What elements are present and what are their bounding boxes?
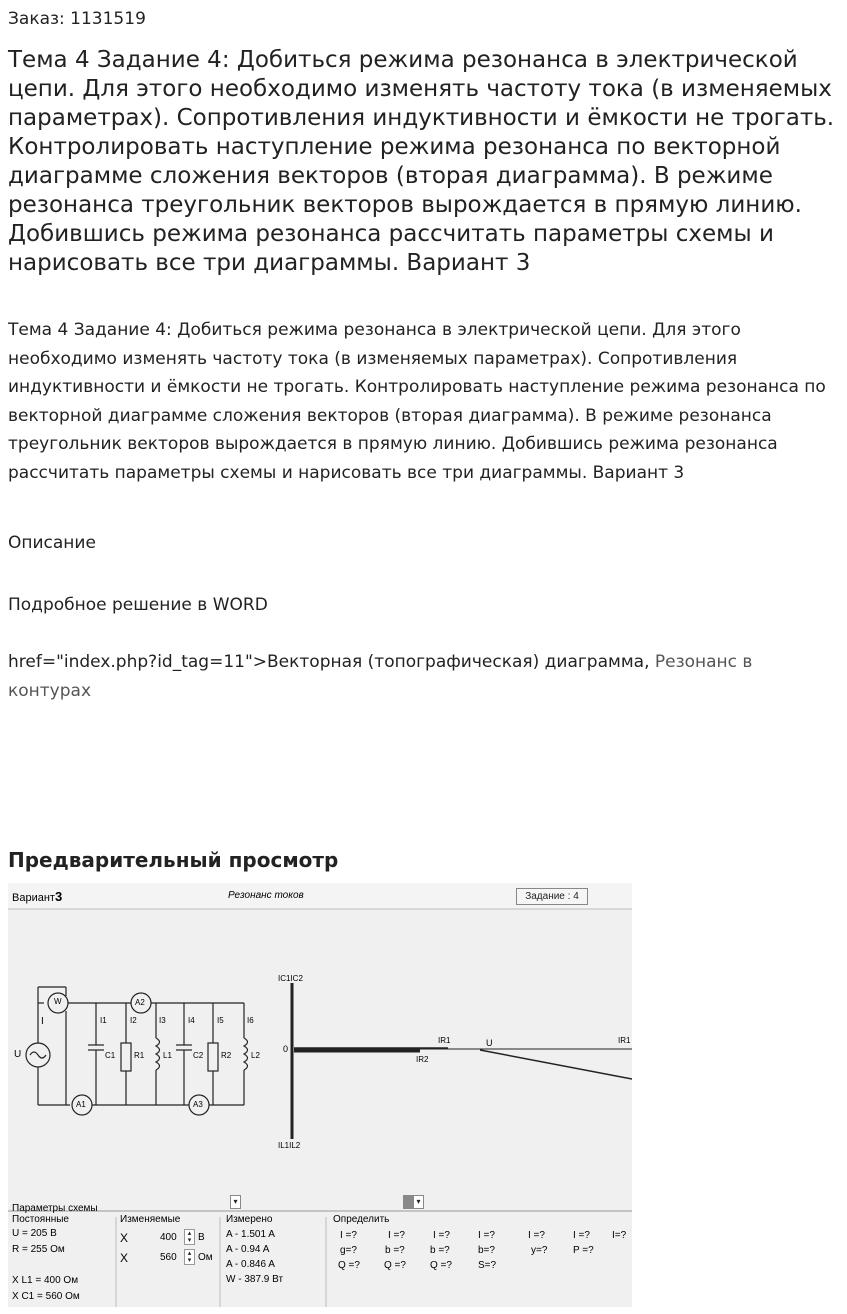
variable-x2-stepper[interactable]: ▴ ▾ — [184, 1249, 195, 1265]
page-title: Тема 4 Задание 4: Добиться режима резонанса в электрической цепи. Для этого необходимо изменять частоту тока (в изменяемых параметрах). Сопротивления индуктивности и ёмкости не трогать. Контролировать наступление режима резонанса по векторной диаграмме сложения векторов (вторая диаграмма). В режиме резонанса треугольник векторов вырождается в прямую линию. Добившись режима резонанса рассчитать параметры схемы и нарисовать все три диаграммы. Вариант 3 — [8, 47, 835, 276]
determine-label: Определить — [333, 1214, 390, 1225]
label-a3: A3 — [193, 1100, 203, 1109]
label-zero: 0 — [283, 1044, 289, 1054]
determine-r1c2: I =? — [388, 1230, 405, 1241]
determine-r2c3: b =? — [430, 1245, 450, 1256]
circuit-scroll-button[interactable]: ▾ — [230, 1195, 241, 1209]
determine-r2c4: b=? — [478, 1245, 495, 1256]
diagram-scroll-button[interactable]: ▾ — [413, 1195, 424, 1209]
constant-r: R = 255 Ом — [12, 1244, 65, 1255]
determine-r2c2: b =? — [385, 1245, 405, 1256]
label-l2: L2 — [251, 1051, 260, 1060]
order-number: Заказ: 1131519 — [8, 9, 146, 29]
determine-r1c7: I=? — [612, 1230, 627, 1241]
determine-r1c3: I =? — [433, 1230, 450, 1241]
variable-x2-unit: Ом — [198, 1252, 213, 1263]
variable-x2-value[interactable]: 560 — [160, 1252, 177, 1263]
variable-label: Изменяемые — [120, 1214, 181, 1225]
label-u: U — [14, 1049, 22, 1060]
label-r2: R2 — [221, 1051, 232, 1060]
constant-label: Постоянные — [12, 1214, 69, 1225]
determine-r1c1: I =? — [340, 1230, 357, 1241]
label-ir1-right: IR1 — [618, 1036, 631, 1045]
variant-number: 3 — [54, 889, 63, 904]
vector-diagram — [292, 983, 632, 1139]
label-l1: L1 — [163, 1051, 172, 1060]
label-il: IL1IL2 — [278, 1141, 301, 1150]
measured-a1: A - 1.501 A — [226, 1229, 275, 1240]
label-u-vector: U — [486, 1038, 493, 1048]
label-c1: C1 — [105, 1051, 116, 1060]
label-i2: I2 — [130, 1016, 137, 1025]
measured-label: Измерено — [226, 1214, 273, 1225]
preview-drawing — [8, 883, 632, 1307]
label-i6: I6 — [247, 1016, 254, 1025]
determine-r3c2: Q =? — [384, 1260, 406, 1271]
label-i3: I3 — [159, 1016, 166, 1025]
variable-x1-value[interactable]: 400 — [160, 1232, 177, 1243]
task-button[interactable]: Задание : 4 — [516, 888, 588, 905]
label-a1: A1 — [76, 1100, 86, 1109]
tags-line — [8, 648, 840, 706]
label-w: W — [54, 997, 62, 1006]
label-ic: IC1IC2 — [278, 974, 303, 983]
variable-x1-stepper[interactable]: ▴ ▾ — [184, 1229, 195, 1245]
tag-text: href="index.php?id_tag=11">Векторная (топографическая) диаграмма, — [8, 652, 650, 672]
measured-a3: A - 0.846 A — [226, 1259, 275, 1270]
determine-r3c3: Q =? — [430, 1260, 452, 1271]
variant-label — [12, 889, 62, 904]
preview-heading: Предварительный просмотр — [8, 848, 339, 872]
measured-a2: A - 0.94 A — [226, 1244, 270, 1255]
determine-r2c1: g=? — [340, 1245, 357, 1256]
label-ir1: IR1 — [438, 1036, 451, 1045]
label-r1: R1 — [134, 1051, 145, 1060]
determine-r3c4: S=? — [478, 1260, 497, 1271]
measured-w: W - 387.9 Вт — [226, 1274, 284, 1285]
description-heading: Описание — [8, 533, 96, 553]
label-i1: I1 — [100, 1016, 107, 1025]
label-ir2: IR2 — [416, 1055, 429, 1064]
constant-u: U = 205 В — [12, 1228, 57, 1239]
determine-r2c5: y=? — [531, 1245, 548, 1256]
label-c2: C2 — [193, 1051, 204, 1060]
label-i5: I5 — [217, 1016, 224, 1025]
determine-r3c1: Q =? — [338, 1260, 360, 1271]
constant-xc1: X C1 = 560 Ом — [12, 1291, 80, 1302]
variant-label-text: Вариант — [12, 892, 55, 904]
mode-label: Резонанс токов — [228, 890, 304, 901]
label-a2: A2 — [135, 998, 145, 1007]
variable-x1-unit: В — [198, 1232, 205, 1243]
determine-r1c4: I =? — [478, 1230, 495, 1241]
params-header: Параметры схемы — [12, 1203, 98, 1214]
label-i4: I4 — [188, 1016, 195, 1025]
determine-r1c6: I =? — [573, 1230, 590, 1241]
variable-x1-label: X — [120, 1231, 129, 1245]
resultant-vector — [480, 1050, 632, 1079]
label-i: I — [41, 1016, 44, 1027]
task-description: Тема 4 Задание 4: Добиться режима резонанса в электрической цепи. Для этого необходимо изменять частоту тока (в изменяемых параметрах). Сопротивления индуктивности и ёмкости не трогать. Контролировать наступление режима резонанса по векторной диаграмме сложения векторов (вторая диаграмма). В режиме резонанса треугольник векторов вырождается в прямую линию. Добившись режима резонанса рассчитать параметры схемы и нарисовать все три диаграммы. Вариант 3 — [8, 320, 826, 483]
determine-r2c6: P =? — [573, 1245, 594, 1256]
preview-image — [8, 883, 632, 1307]
variable-x2-label: X — [120, 1251, 129, 1265]
solution-note: Подробное решение в WORD — [8, 595, 268, 615]
constant-xl1: X L1 = 400 Ом — [12, 1275, 79, 1286]
determine-r1c5: I =? — [528, 1230, 545, 1241]
tag-link-resonance[interactable]: Резонанс в контурах — [8, 652, 753, 701]
